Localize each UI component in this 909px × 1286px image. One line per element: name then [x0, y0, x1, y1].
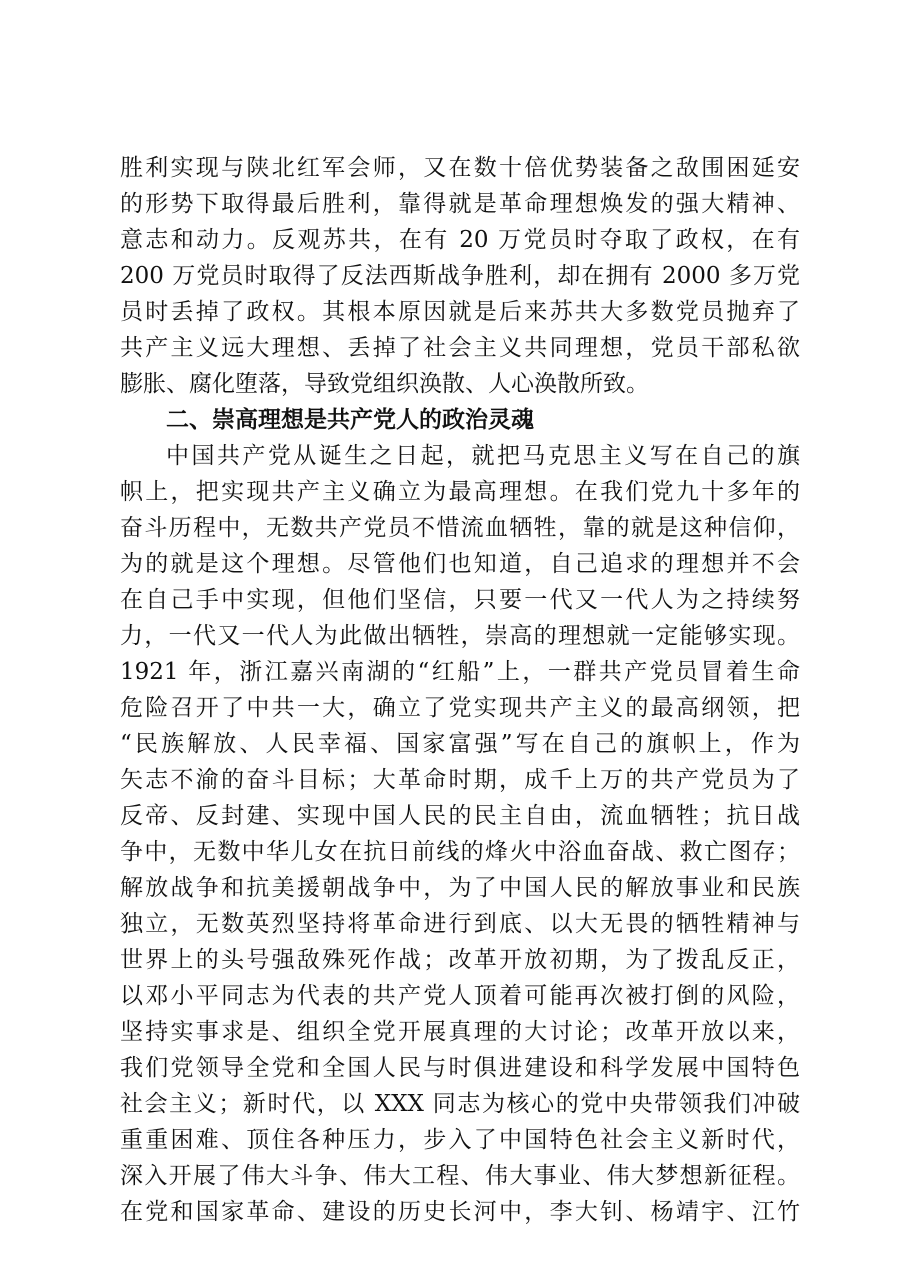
paragraph-2-line-3: 奋斗历程中，无数共产党员不惜流血牺牲，靠的就是这种信仰， — [120, 515, 800, 541]
paragraph-1-line-3: 意志和动力。反观苏共，在有 20 万党员时夺取了政权，在有 — [120, 227, 800, 253]
paragraph-1-line-2: 的形势下取得最后胜利，靠得就是革命理想焕发的强大精神、 — [120, 191, 800, 217]
paragraph-2-line-5: 在自己手中实现，但他们坚信，只要一代又一代人为之持续努 — [120, 587, 800, 613]
paragraph-2-line-19: 社会主义；新时代，以 XXX 同志为核心的党中央带领我们冲破 — [120, 1091, 800, 1117]
paragraph-2-line-11: 反帝、反封建、实现中国人民的民主自由，流血牺牲；抗日战 — [120, 803, 800, 829]
paragraph-1-line-5: 员时丢掉了政权。其根本原因就是后来苏共大多数党员抛弃了 — [120, 299, 800, 325]
paragraph-2-line-15: 世界上的头号强敌殊死作战；改革开放初期，为了拨乱反正， — [120, 947, 800, 973]
paragraph-2-line-21: 深入开展了伟大斗争、伟大工程、伟大事业、伟大梦想新征程。 — [120, 1163, 800, 1189]
paragraph-1-line-6: 共产主义远大理想、丢掉了社会主义共同理想，党员干部私欲 — [120, 335, 800, 361]
paragraph-2-line-2: 帜上，把实现共产主义确立为最高理想。在我们党九十多年的 — [120, 479, 800, 505]
paragraph-2-line-14: 独立，无数英烈坚持将革命进行到底、以大无畏的牺牲精神与 — [120, 911, 800, 937]
paragraph-2-line-6: 力，一代又一代人为此做出牺牲，崇高的理想就一定能够实现。 — [120, 623, 800, 649]
paragraph-1-line-4: 200 万党员时取得了反法西斯战争胜利，却在拥有 2000 多万党 — [120, 263, 800, 289]
paragraph-2-line-8: 危险召开了中共一大，确立了党实现共产主义的最高纲领，把 — [120, 695, 800, 721]
paragraph-2-line-4: 为的就是这个理想。尽管他们也知道，自己追求的理想并不会 — [120, 551, 800, 577]
paragraph-2-line-13: 解放战争和抗美援朝战争中，为了中国人民的解放事业和民族 — [120, 875, 800, 901]
paragraph-1-line-1: 胜利实现与陕北红军会师，又在数十倍优势装备之敌围困延安 — [120, 155, 800, 181]
section-heading: 二、崇高理想是共产党人的政治灵魂 — [166, 407, 534, 433]
paragraph-2-line-18: 我们党领导全党和全国人民与时俱进建设和科学发展中国特色 — [120, 1055, 800, 1081]
paragraph-2-line-22: 在党和国家革命、建设的历史长河中，李大钊、杨靖宇、江竹 — [120, 1199, 800, 1225]
paragraph-1-line-7: 膨胀、腐化堕落，导致党组织涣散、人心涣散所致。 — [120, 371, 649, 397]
paragraph-2-line-16: 以邓小平同志为代表的共产党人顶着可能再次被打倒的风险， — [120, 983, 800, 1009]
paragraph-2-line-20: 重重困难、顶住各种压力，步入了中国特色社会主义新时代， — [120, 1127, 800, 1153]
paragraph-2-line-10: 矢志不渝的奋斗目标；大革命时期，成千上万的共产党员为了 — [120, 767, 800, 793]
paragraph-2-line-17: 坚持实事求是、组织全党开展真理的大讨论；改革开放以来， — [120, 1019, 800, 1045]
paragraph-2-line-1: 中国共产党从诞生之日起，就把马克思主义写在自己的旗 — [166, 443, 800, 469]
paragraph-2-line-12: 争中，无数中华儿女在抗日前线的烽火中浴血奋战、救亡图存； — [120, 839, 800, 865]
paragraph-2-line-7: 1921 年，浙江嘉兴南湖的“红船”上，一群共产党员冒着生命 — [120, 659, 800, 685]
paragraph-2-line-9: “民族解放、人民幸福、国家富强”写在自己的旗帜上，作为 — [120, 731, 800, 757]
